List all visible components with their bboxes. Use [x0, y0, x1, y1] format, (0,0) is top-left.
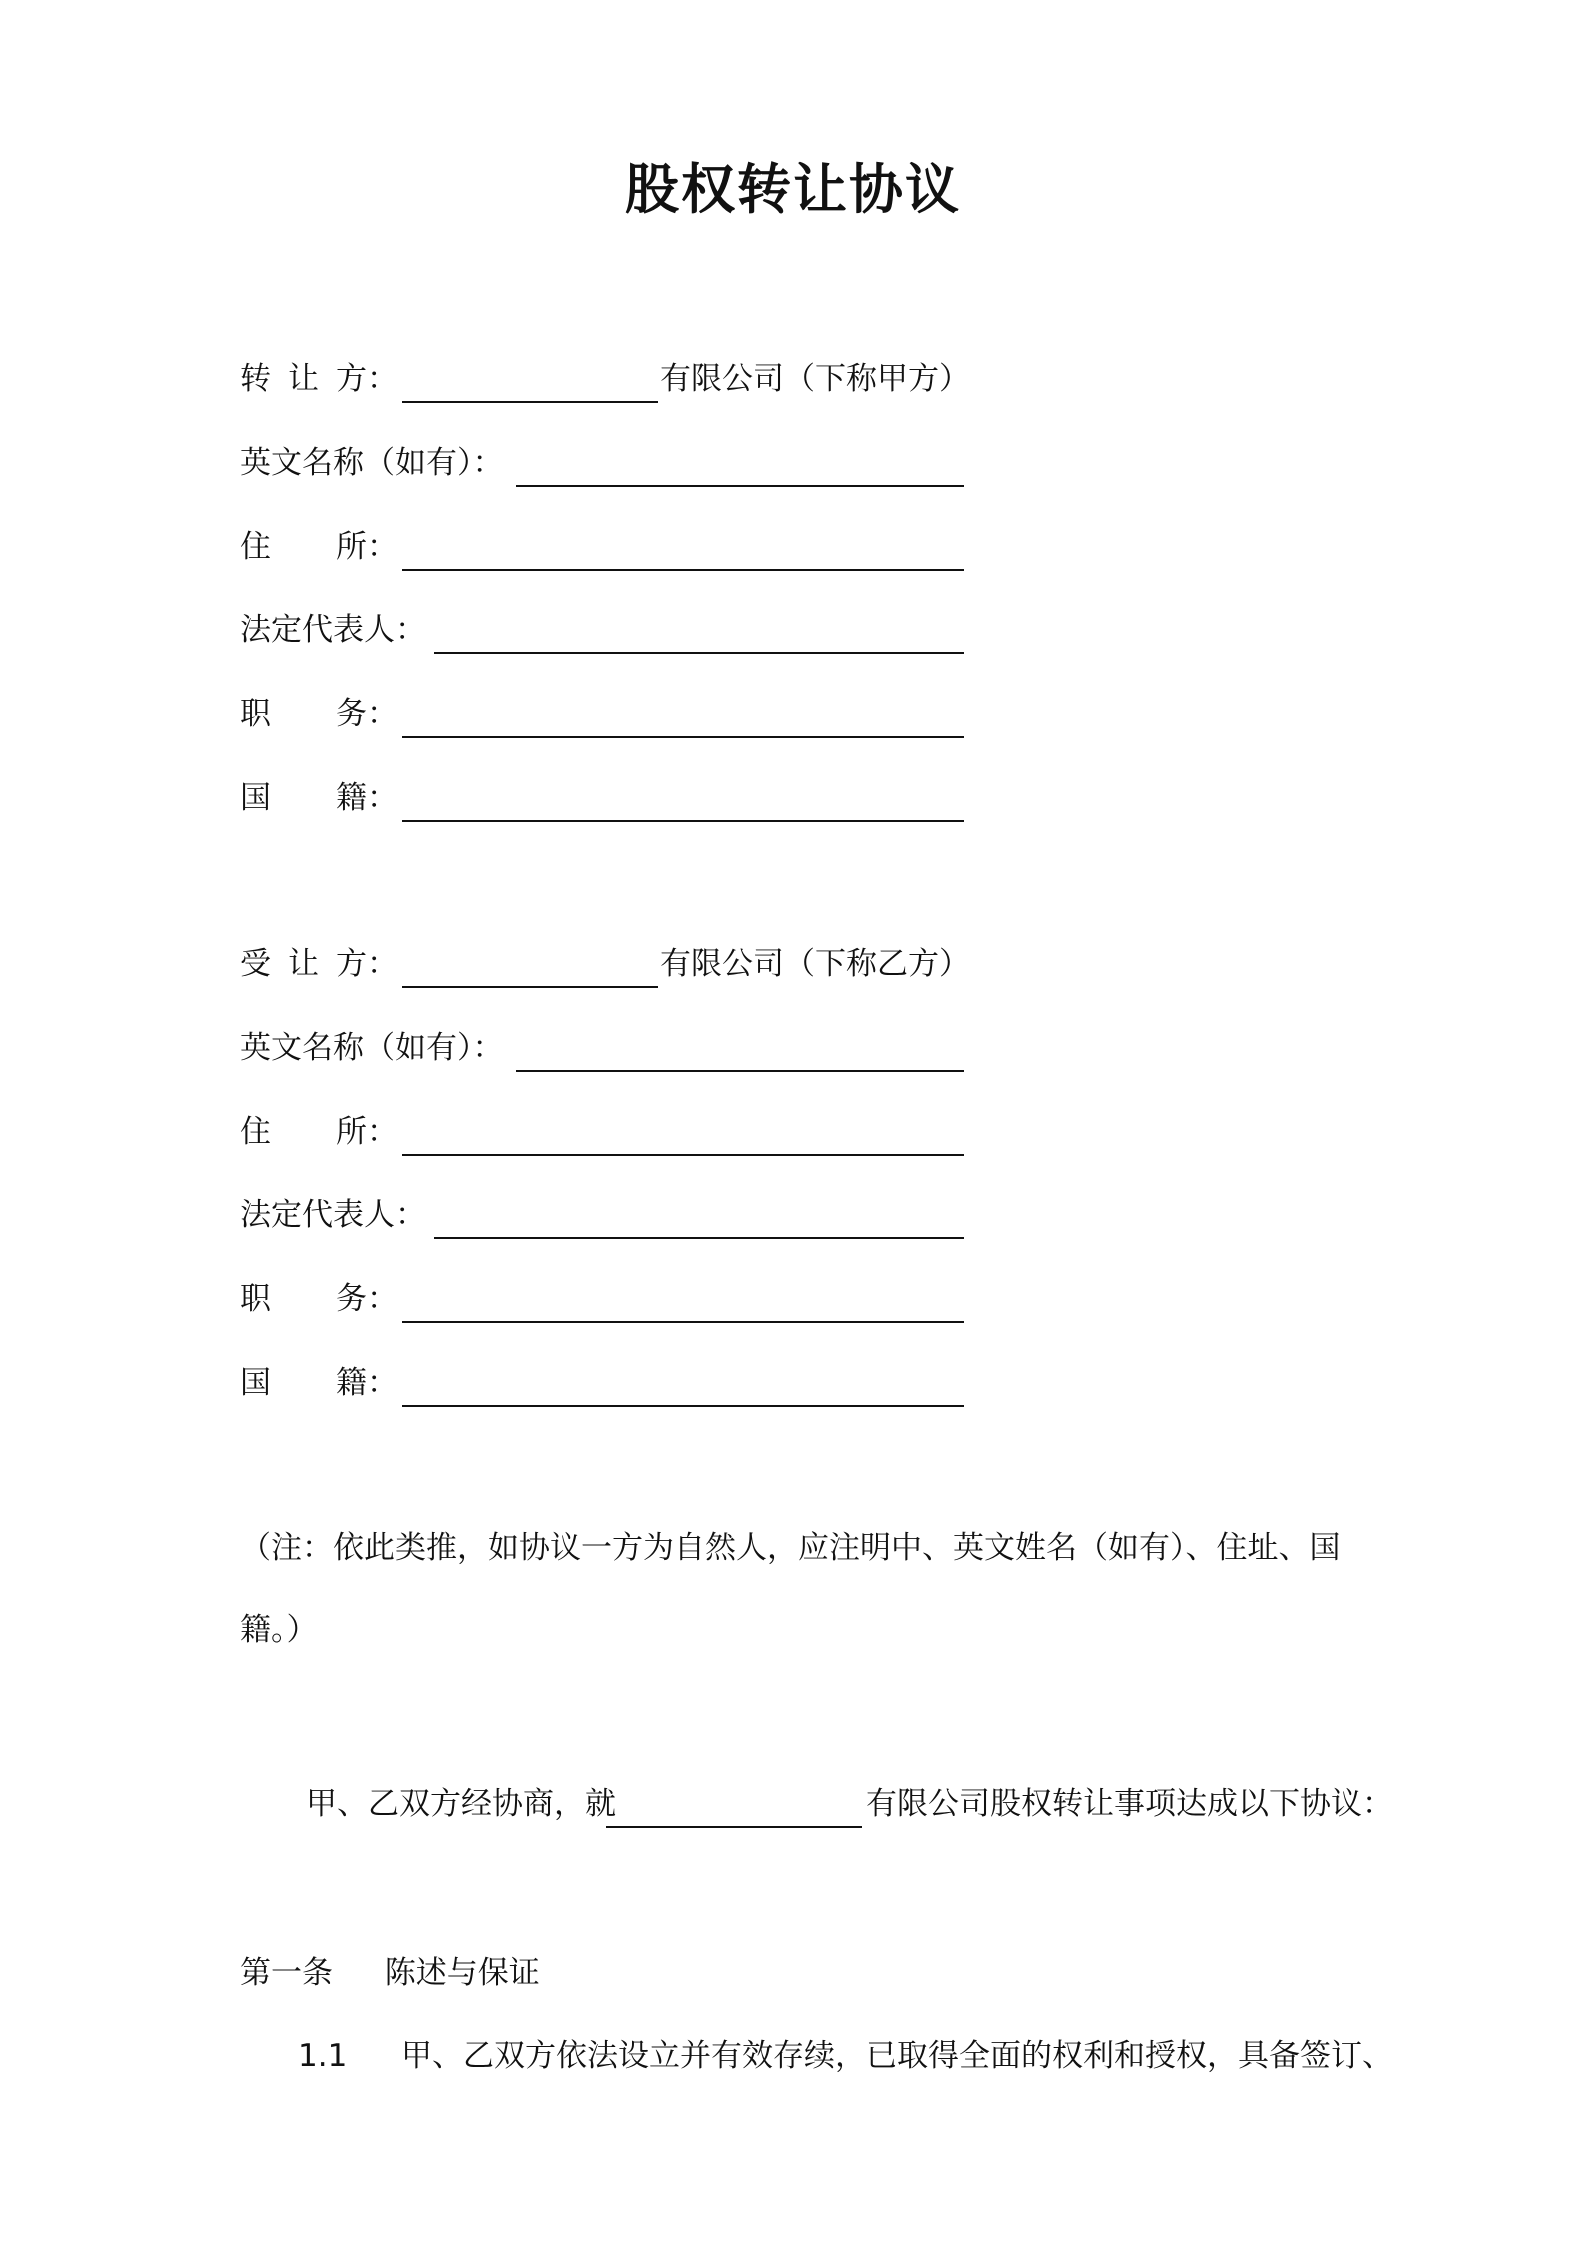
party-b-nationality-row: 国 籍：	[240, 1359, 1000, 1407]
party-b-english-name-blank[interactable]	[516, 1024, 964, 1072]
party-a-position-blank[interactable]	[402, 690, 964, 738]
article-1-heading	[240, 1949, 540, 1997]
party-a-address-blank[interactable]	[402, 523, 964, 571]
party-a-nationality-row: 国 籍：	[240, 774, 1000, 822]
party-a-legal-rep-blank[interactable]	[434, 606, 964, 654]
party-a-position-row: 职 务：	[240, 690, 1000, 738]
party-b-position-blank[interactable]	[402, 1275, 964, 1323]
preamble-paragraph	[306, 1780, 1406, 1828]
preamble-prefix: 甲、乙双方经协商，就	[306, 1786, 616, 1822]
party-b-english-name-row	[240, 1024, 1000, 1072]
party-a-company-blank[interactable]	[402, 355, 658, 403]
note-line-2: 籍。）	[240, 1612, 318, 1648]
article-1-number: 第一条	[240, 1955, 333, 1991]
party-a-english-name-blank[interactable]	[516, 439, 964, 487]
party-a-english-name-label: 英文名称（如有）：	[240, 445, 504, 481]
clause-1-1-text: 甲、乙双方依法设立并有效存续，已取得全面的权利和授权，具备签订、	[401, 2038, 1394, 2074]
party-a-transferor-row: 转 让 方： 有限公司（下称甲方）	[240, 355, 1000, 403]
party-b-company-suffix: 有限公司（下称乙方）	[660, 946, 970, 982]
party-a-nationality-blank[interactable]	[402, 774, 964, 822]
article-1-title: 陈述与保证	[384, 1955, 540, 1991]
party-b-company-blank[interactable]	[402, 940, 658, 988]
party-a-company-suffix: 有限公司（下称甲方）	[660, 361, 970, 397]
party-a-address-row: 住 所：	[240, 523, 1000, 571]
party-a-english-name-row	[240, 439, 1000, 487]
party-b-legal-rep-row	[240, 1191, 1000, 1239]
natural-person-note	[240, 1524, 1400, 1654]
preamble-suffix: 有限公司股权转让事项达成以下协议：	[866, 1786, 1393, 1822]
party-a-legal-rep-row	[240, 606, 1000, 654]
party-b-english-name-label: 英文名称（如有）：	[240, 1030, 504, 1066]
party-b-legal-rep-blank[interactable]	[434, 1191, 964, 1239]
party-b-transferee-row: 受 让 方： 有限公司（下称乙方）	[240, 940, 1000, 988]
clause-1-1-number: 1.1	[298, 2038, 348, 2074]
preamble-company-blank[interactable]	[606, 1780, 862, 1828]
party-b-position-row: 职 务：	[240, 1275, 1000, 1323]
clause-1-1	[298, 2032, 1393, 2080]
party-b-address-blank[interactable]	[402, 1108, 964, 1156]
party-b-legal-rep-label: 法定代表人：	[240, 1197, 426, 1233]
party-b-address-row: 住 所：	[240, 1108, 1000, 1156]
party-a-legal-rep-label: 法定代表人：	[240, 612, 426, 648]
document-title: 股权转让协议	[625, 158, 961, 221]
party-b-nationality-blank[interactable]	[402, 1359, 964, 1407]
note-line-1: （注：依此类推，如协议一方为自然人，应注明中、英文姓名（如有）、住址、国	[240, 1530, 1341, 1566]
